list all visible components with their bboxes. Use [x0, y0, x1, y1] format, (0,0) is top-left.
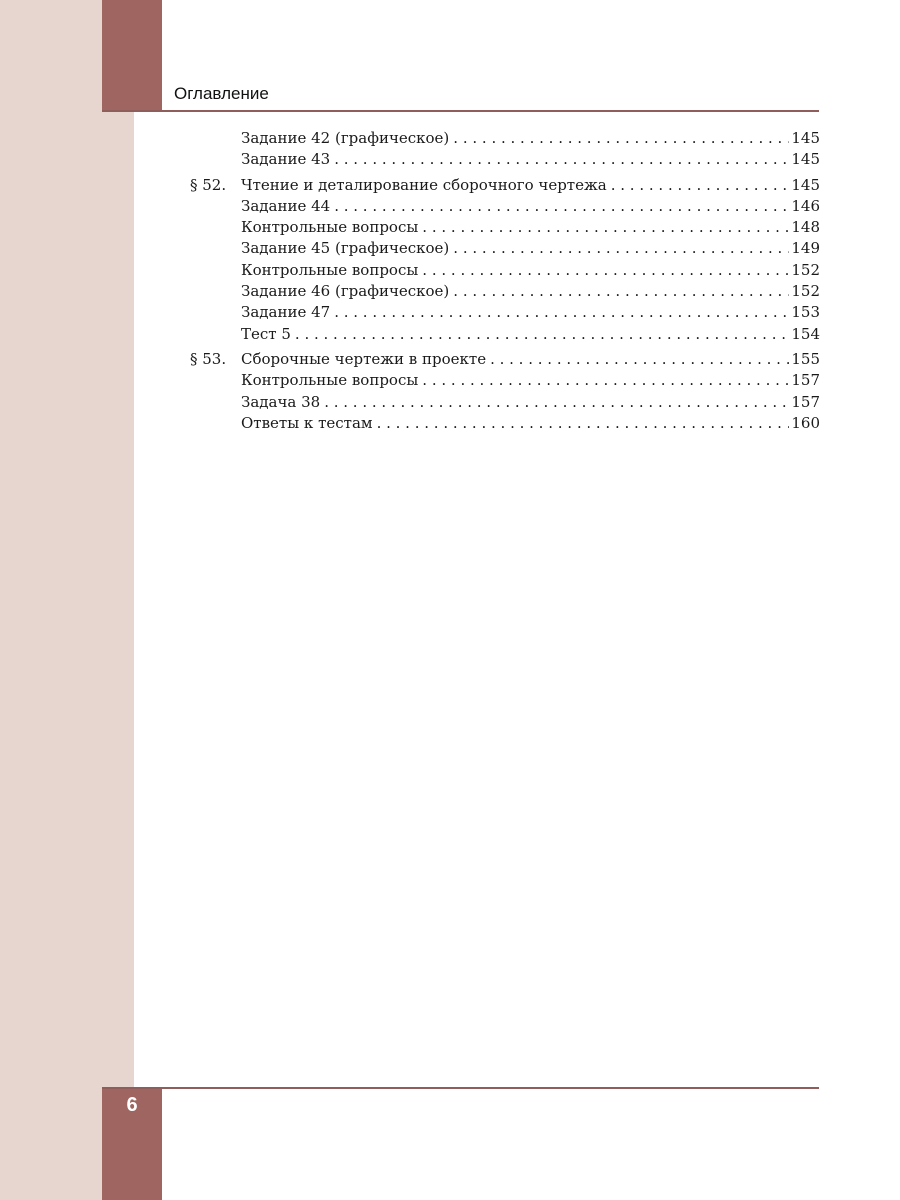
- toc-page-number: 160: [791, 413, 820, 432]
- toc-entry-title: Ответы к тестам: [241, 413, 373, 432]
- toc-leader-dots: [422, 260, 789, 281]
- toc-page-number: 153: [791, 303, 820, 322]
- toc-entry-title: Задание 45 (графическое): [241, 239, 450, 258]
- toc-entry-title: Контрольные вопросы: [241, 218, 419, 237]
- toc-leader-dots: [453, 238, 789, 259]
- toc-entry[interactable]: [190, 196, 820, 217]
- toc-page-number: 145: [791, 129, 820, 147]
- header-tab: [102, 0, 162, 112]
- toc-page-number: 157: [791, 371, 820, 390]
- toc-section-number: § 52.: [190, 175, 227, 194]
- toc-leader-dots: [453, 281, 789, 302]
- toc-entry[interactable]: [190, 149, 820, 170]
- page-margin-strip: [0, 0, 134, 1200]
- toc-leader-dots: [334, 196, 789, 217]
- toc-entry-title: Чтение и деталирование сборочного чертежа: [241, 175, 607, 194]
- toc-page-number: 145: [791, 175, 820, 194]
- toc-leader-dots: [422, 217, 789, 238]
- toc-entry[interactable]: [190, 370, 820, 391]
- page-title: Оглавление: [174, 84, 269, 103]
- toc-entry-title: Задание 42 (графическое): [241, 129, 450, 147]
- toc-entry-title: Тест 5: [241, 324, 291, 343]
- toc-entry[interactable]: [190, 238, 820, 259]
- toc-page-number: 152: [791, 260, 820, 279]
- toc-entry[interactable]: [190, 302, 820, 323]
- toc-entry[interactable]: [190, 128, 820, 149]
- toc-leader-dots: [324, 392, 789, 413]
- toc-section-entry[interactable]: [190, 175, 820, 196]
- toc-entry[interactable]: [190, 413, 820, 434]
- toc-entry-title: Сборочные чертежи в проекте: [241, 349, 487, 368]
- page-number: 6: [126, 1094, 138, 1116]
- toc-entry-title: Задание 44: [241, 196, 331, 215]
- toc-entry-title: Задание 47: [241, 303, 331, 322]
- toc-page-number: 154: [791, 324, 820, 343]
- toc-leader-dots: [422, 370, 789, 391]
- toc-page-number: 152: [791, 282, 820, 301]
- toc-leader-dots: [295, 324, 789, 345]
- toc-entry-title: Задание 43: [241, 150, 331, 169]
- toc-page-number: 145: [791, 150, 820, 169]
- toc-entry-title: Контрольные вопросы: [241, 260, 419, 279]
- toc-leader-dots: [611, 175, 790, 196]
- toc-leader-dots: [453, 128, 789, 149]
- toc-entry-title: Задача 38: [241, 392, 321, 411]
- toc-page-number: 157: [791, 392, 820, 411]
- footer-rule: [102, 1087, 819, 1089]
- toc-section-number: § 53.: [190, 349, 227, 368]
- toc-entry-title: Контрольные вопросы: [241, 371, 419, 390]
- toc-entry[interactable]: [190, 392, 820, 413]
- header-rule: [102, 110, 819, 112]
- toc-entry-title: Задание 46 (графическое): [241, 282, 450, 301]
- toc-page-number: 149: [791, 239, 820, 258]
- toc-entry[interactable]: [190, 281, 820, 302]
- toc-entry[interactable]: [190, 217, 820, 238]
- toc-page-number: 155: [791, 349, 820, 368]
- toc-page-number: 148: [791, 218, 820, 237]
- toc-leader-dots: [377, 413, 790, 434]
- toc-leader-dots: [490, 349, 789, 370]
- toc-section-entry[interactable]: [190, 349, 820, 370]
- toc-page-number: 146: [791, 196, 820, 215]
- toc-entry[interactable]: [190, 260, 820, 281]
- toc-leader-dots: [334, 302, 789, 323]
- table-of-contents: [190, 128, 820, 434]
- toc-entry[interactable]: [190, 324, 820, 345]
- toc-leader-dots: [334, 149, 789, 170]
